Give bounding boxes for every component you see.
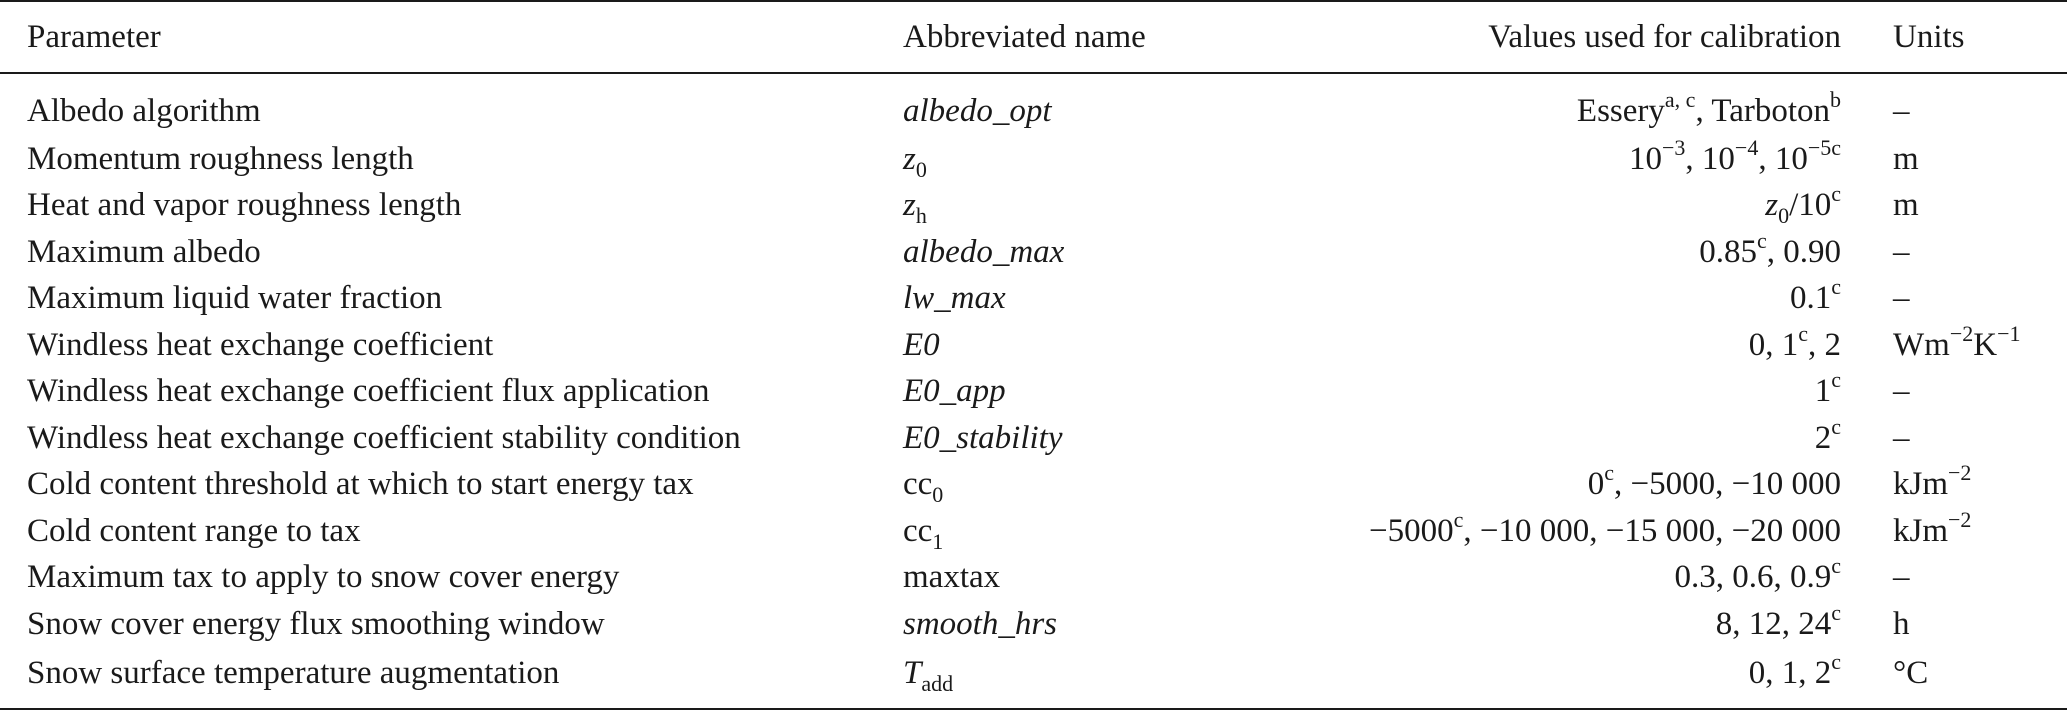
calibration-values-part: 0.3, 0.6, 0.9 — [1674, 559, 1832, 596]
abbreviated-name-cell — [903, 183, 1303, 230]
table-row — [0, 601, 2067, 648]
parameter-cell: Albedo algorithm — [27, 92, 261, 129]
parameter-cell: Maximum liquid water fraction — [27, 280, 443, 317]
table-row — [0, 369, 2067, 416]
units-part: K — [1973, 326, 1998, 363]
table-row — [0, 648, 2067, 709]
abbreviated-name-part: smooth_hrs — [903, 605, 1058, 642]
units-cell — [1849, 555, 2067, 602]
calibration-values-part: , 10 — [1758, 140, 1808, 177]
calibration-values-cell — [1303, 183, 1849, 230]
calibration-values-cell — [1303, 508, 1849, 555]
abbreviated-name-part: maxtax — [903, 559, 1001, 596]
units-part: h — [1893, 605, 1910, 642]
units-cell — [1849, 601, 2067, 648]
units-part: Wm — [1893, 326, 1950, 363]
parameter-cell: Cold content threshold at which to start energy tax — [27, 466, 694, 503]
units-part: – — [1893, 373, 1910, 410]
parameter-cell: Cold content range to tax — [27, 512, 361, 549]
abbreviated-name-part: 1 — [932, 528, 944, 554]
calibration-values-part: a, c — [1664, 86, 1696, 112]
units-cell — [1849, 229, 2067, 276]
calibration-values-part: c — [1604, 460, 1615, 486]
abbreviated-name-cell — [903, 601, 1303, 648]
abbreviated-name-cell — [903, 508, 1303, 555]
abbreviated-name-part: albedo_max — [903, 233, 1065, 270]
calibration-values-part: 2 — [1814, 419, 1832, 456]
calibration-values-part: 0 — [1587, 466, 1605, 503]
units-cell — [1849, 462, 2067, 509]
calibration-values-part: c — [1831, 181, 1841, 207]
table-row — [0, 415, 2067, 462]
abbreviated-name-part: E0_app — [903, 373, 1006, 410]
table-row — [0, 183, 2067, 230]
units-cell — [1849, 136, 2067, 183]
calibration-values-cell — [1303, 415, 1849, 462]
abbreviated-name-part: E0_stability — [903, 419, 1063, 456]
abbreviated-name-cell — [903, 229, 1303, 276]
calibration-values-part: , 2 — [1808, 326, 1841, 363]
calibration-values-part: 0 — [1778, 203, 1790, 229]
calibration-values-part: 0, 1, 2 — [1748, 655, 1832, 691]
calibration-values-part: , −5000, −10 000 — [1614, 466, 1841, 503]
calibration-values-part: c — [1831, 367, 1841, 393]
calibration-values-part: c — [1798, 320, 1808, 346]
calibration-values-part: /10 — [1789, 187, 1832, 224]
calibration-values-part: , Tarboton — [1695, 92, 1830, 129]
units-part: °C — [1893, 655, 1929, 691]
units-part: m — [1893, 140, 1919, 177]
calibration-values-part: , 10 — [1685, 140, 1735, 177]
units-cell — [1849, 508, 2067, 555]
calibration-values-part: −5c — [1807, 134, 1841, 160]
units-part: – — [1893, 559, 1910, 596]
abbreviated-name-part: T — [903, 655, 922, 691]
calibration-values-cell — [1303, 555, 1849, 602]
abbreviated-name-part: 0 — [932, 482, 944, 508]
abbreviated-name-part: z — [903, 187, 916, 224]
calibration-values-part: c — [1831, 649, 1841, 674]
units-part: – — [1893, 233, 1910, 270]
table-row — [0, 462, 2067, 509]
calibration-values-cell — [1303, 462, 1849, 509]
calibration-values-part: 8, 12, 24 — [1715, 605, 1832, 642]
parameter-cell: Snow cover energy flux smoothing window — [27, 605, 605, 642]
units-part: – — [1893, 419, 1910, 456]
table-row — [0, 508, 2067, 555]
abbreviated-name-cell — [903, 276, 1303, 323]
table-row — [0, 555, 2067, 602]
calibration-values-part: c — [1453, 506, 1464, 532]
calibration-values-part: c — [1831, 553, 1841, 579]
parameter-cell: Windless heat exchange coefficient flux application — [27, 373, 710, 410]
abbreviated-name-cell — [903, 369, 1303, 416]
table-row — [0, 229, 2067, 276]
units-cell — [1849, 276, 2067, 323]
calibration-values-part: , 0.90 — [1766, 233, 1841, 270]
parameter-cell: Heat and vapor roughness length — [27, 187, 462, 224]
abbreviated-name-cell — [903, 322, 1303, 369]
calibration-values-part: c — [1756, 227, 1767, 253]
calibration-values-cell — [1303, 136, 1849, 183]
calibration-values-part: z — [1765, 187, 1779, 224]
units-part: kJm — [1893, 512, 1949, 549]
abbreviated-name-part: add — [921, 671, 954, 696]
calibration-values-cell — [1303, 73, 1849, 136]
units-part: – — [1893, 92, 1910, 129]
abbreviated-name-part: E0 — [903, 326, 940, 363]
parameter-cell: Windless heat exchange coefficient stability condition — [27, 419, 741, 456]
calibration-values-part: c — [1831, 599, 1841, 625]
calibration-values-part: −4 — [1734, 134, 1759, 160]
abbreviated-name-part: h — [915, 203, 927, 229]
units-part: −2 — [1948, 506, 1972, 532]
abbreviated-name-cell — [903, 73, 1303, 136]
calibration-values-part: Essery — [1576, 92, 1665, 129]
header-units: Units — [1893, 18, 1965, 55]
calibration-values-part: 0, 1 — [1748, 326, 1799, 363]
units-cell — [1849, 73, 2067, 136]
calibration-values-cell — [1303, 369, 1849, 416]
abbreviated-name-part: z — [903, 140, 916, 177]
header-abbreviated-name: Abbreviated name — [903, 18, 1146, 55]
abbreviated-name-part: 0 — [915, 156, 927, 182]
abbreviated-name-cell — [903, 555, 1303, 602]
calibration-values-part: 0.85 — [1699, 233, 1757, 270]
calibration-values-part: b — [1830, 86, 1841, 112]
abbreviated-name-part: albedo_opt — [903, 92, 1052, 129]
table-header — [0, 1, 2067, 73]
calibration-values-part: 0.1 — [1789, 280, 1832, 317]
calibration-values-part: 1 — [1814, 373, 1832, 410]
units-cell — [1849, 369, 2067, 416]
abbreviated-name-part: cc — [903, 512, 933, 549]
calibration-values-cell — [1303, 648, 1849, 709]
table-row — [0, 73, 2067, 136]
units-part: kJm — [1893, 466, 1949, 503]
calibration-values-part: , −10 000, −15 000, −20 000 — [1463, 512, 1841, 549]
parameter-cell: Windless heat exchange coefficient — [27, 326, 494, 363]
parameter-cell: Maximum tax to apply to snow cover energy — [27, 559, 620, 596]
units-cell — [1849, 415, 2067, 462]
units-part: m — [1893, 187, 1919, 224]
calibration-values-cell — [1303, 322, 1849, 369]
units-part: – — [1893, 280, 1910, 317]
table-row — [0, 276, 2067, 323]
parameter-cell: Maximum albedo — [27, 233, 261, 270]
calibration-values-cell — [1303, 276, 1849, 323]
calibration-values-cell — [1303, 601, 1849, 648]
abbreviated-name-cell — [903, 136, 1303, 183]
header-calibration-values: Values used for calibration — [1488, 18, 1841, 55]
calibration-values-part: 10 — [1628, 140, 1662, 177]
units-cell — [1849, 183, 2067, 230]
calibration-values-part: c — [1831, 274, 1841, 300]
calibration-values-part: c — [1831, 413, 1841, 439]
calibration-values-cell — [1303, 229, 1849, 276]
abbreviated-name-part: cc — [903, 466, 933, 503]
header-row — [0, 1, 2067, 73]
table-body — [0, 73, 2067, 709]
table-row — [0, 322, 2067, 369]
header-parameter: Parameter — [27, 18, 161, 55]
units-part: −2 — [1948, 460, 1972, 486]
abbreviated-name-cell — [903, 415, 1303, 462]
units-part: −2 — [1949, 320, 1974, 346]
abbreviated-name-cell — [903, 462, 1303, 509]
parameter-cell: Momentum roughness length — [27, 140, 414, 177]
units-cell — [1849, 322, 2067, 369]
table-row — [0, 136, 2067, 183]
calibration-values-part: −5000 — [1369, 512, 1454, 549]
units-part: −1 — [1997, 320, 2021, 346]
abbreviated-name-part: lw_max — [903, 280, 1006, 317]
calibration-values-part: −3 — [1661, 134, 1686, 160]
units-cell — [1849, 648, 2067, 709]
abbreviated-name-cell — [903, 648, 1303, 709]
parameter-cell: Snow surface temperature augmentation — [27, 655, 560, 691]
